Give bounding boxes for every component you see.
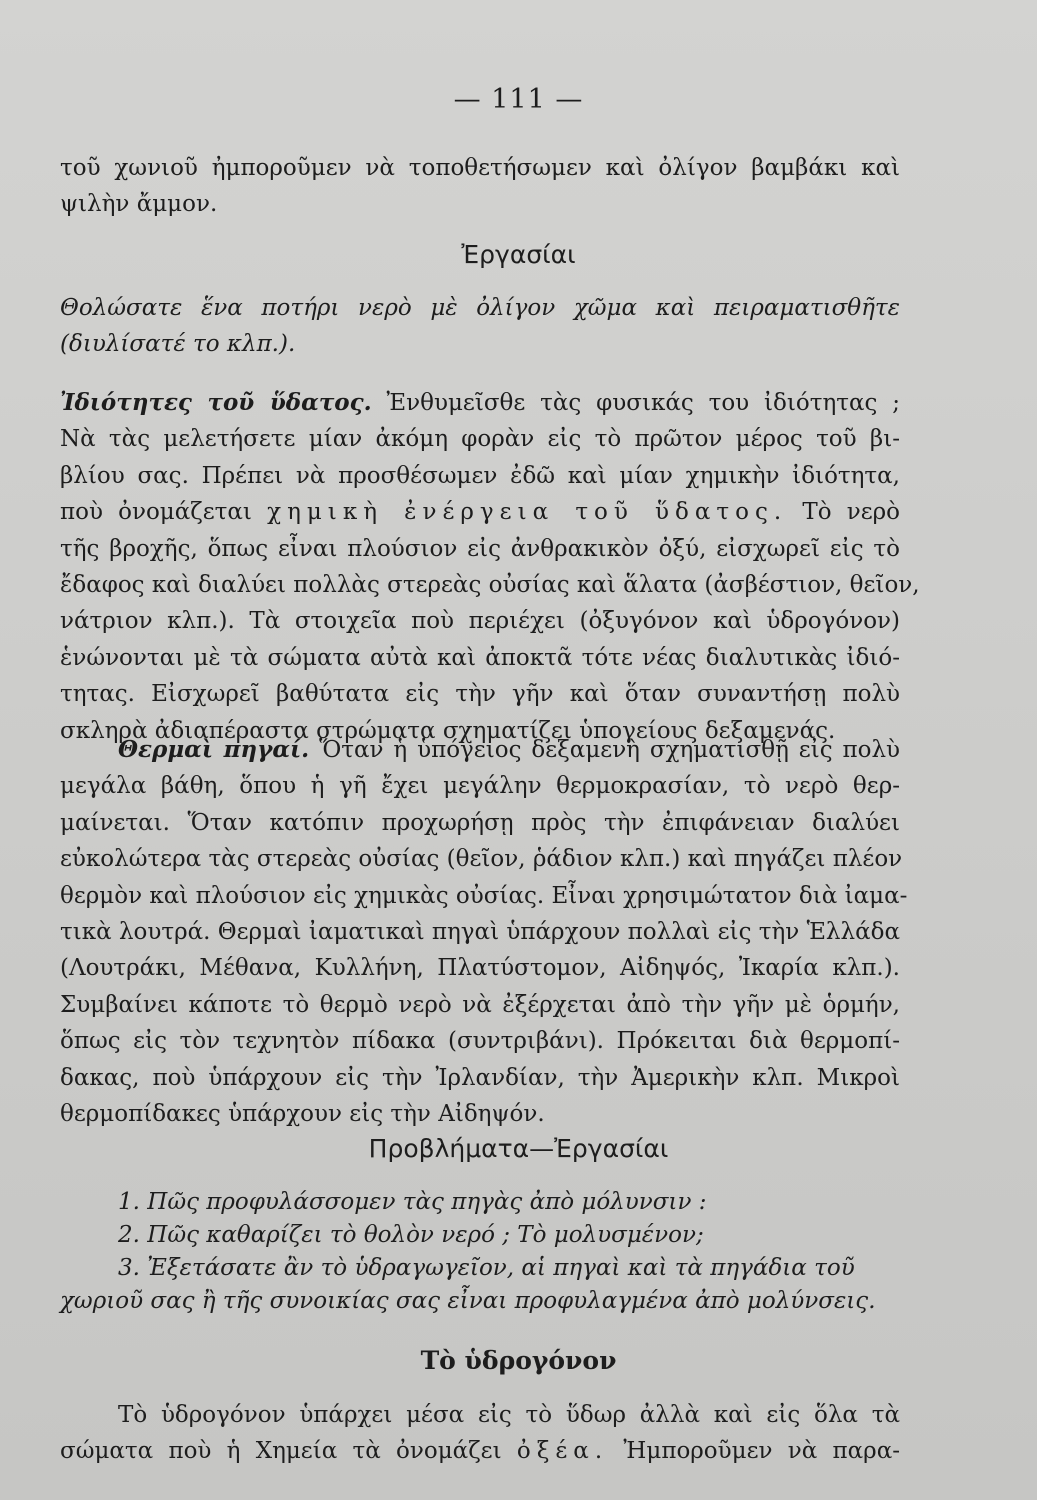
hydrogen-line2-prefix: σώματα ποὺ ἡ Χημεία τὰ ὀνομάζει	[60, 1438, 502, 1465]
text-line	[60, 1397, 900, 1433]
hydrogen-line2-suffix: Ἠμποροῦμεν νὰ παρα-	[623, 1438, 900, 1465]
list-item-continuation: χωριοῦ σας ἢ τῆς συνοικίας σας εἶναι προφυλαγμένα ἀπὸ μολύνσεις.	[60, 1288, 876, 1314]
text-line: ἑνώνονται μὲ τὰ σώματα αὐτὰ καὶ ἀποκτᾶ τότε νέας διαλυτικὰς ἰδιό-	[60, 644, 900, 671]
hydrogen-heading: Τὸ ὑδρογόνον	[420, 1346, 617, 1375]
acids-term: ὀξέα.	[516, 1438, 609, 1465]
thermal-first-line: Ὅταν ἡ ὑπόγειος δεξαμενὴ σχηματισθῇ εἰς πολὺ	[319, 737, 901, 763]
hydrogen-line-1: Τὸ ὑδρογόνον ὑπάρχει μέσα εἰς τὸ ὕδωρ ἀλλὰ καὶ εἰς ὅλα τὰ	[118, 1402, 900, 1428]
thermal-title: Θερμαὶ πηγαί.	[118, 736, 310, 763]
text-line	[60, 732, 900, 768]
spaced-suffix: Τὸ νερὸ	[802, 499, 901, 526]
text-line: τητας. Εἰσχωρεῖ βαθύτατα εἰς τὴν γῆν καὶ ὅταν συναντήσῃ πολὺ	[60, 681, 900, 708]
page-number: — 111 —	[453, 84, 584, 115]
text-line	[60, 1433, 900, 1469]
text-line: μεγάλα βάθη, ὅπου ἡ γῆ ἔχει μεγάλην θερμοκρασίαν, τὸ νερὸ θερ-	[60, 773, 900, 800]
text-line: Θολώσατε ἕνα ποτήρι νερὸ μὲ ὀλίγον χῶμα καὶ πειραματισθῆτε	[60, 295, 900, 321]
properties-first-line: Ἐνθυμεῖσθε τὰς φυσικάς του ἰδιότητας ;	[386, 390, 901, 416]
exercises-paragraph	[60, 290, 900, 363]
text-line: τοῦ χωνιοῦ ἠμποροῦμεν νὰ τοποθετήσωμεν καὶ ὀλίγον βαμβάκι καὶ	[60, 155, 900, 181]
thermal-paragraph	[60, 732, 908, 1132]
chemical-energy-term: χημικὴ ἐνέργεια τοῦ ὕδατος.	[267, 499, 788, 526]
text-line: ψιλὴν ἄμμον.	[60, 191, 218, 218]
text-line: ἔδαφος καὶ διαλύει πολλὰς στερεὰς οὐσίας καὶ ἅλατα (ἀσβέστιον, θεῖον,	[60, 572, 920, 599]
text-line: θερμοπίδακες ὑπάρχουν εἰς τὴν Αἰδηψόν.	[60, 1101, 545, 1128]
list-item: 3. Ἐξετάσατε ἂν τὸ ὑδραγωγεῖον, αἱ πηγαὶ καὶ τὰ πηγάδια τοῦ	[118, 1255, 855, 1281]
text-line: μαίνεται. Ὅταν κατόπιν προχωρήσῃ πρὸς τὴν ἐπιφάνειαν διαλύει	[60, 809, 900, 836]
text-line: Νὰ τὰς μελετήσετε μίαν ἀκόμη φορὰν εἰς τὸ πρῶτον μέρος τοῦ βι-	[60, 426, 900, 453]
intro-paragraph	[60, 150, 900, 223]
text-line: εὐκολώτερα τὰς στερεὰς οὐσίας (θεῖον, ῥάδιον κλπ.) καὶ πηγάζει πλέον	[60, 846, 903, 873]
problems-list	[118, 1186, 908, 1285]
text-line: ὅπως εἰς τὸν τεχνητὸν πίδακα (συντριβάνι). Πρόκειται διὰ θερμοπί-	[60, 1028, 900, 1055]
text-line: νάτριον κλπ.). Τὰ στοιχεῖα ποὺ περιέχει (ὀξυγόνον καὶ ὑδρογόνον)	[60, 608, 900, 635]
list-item: 2. Πῶς καθαρίζει τὸ θολὸν νερό ; Τὸ μολυσμένον;	[118, 1222, 704, 1248]
text-line: δακας, ποὺ ὑπάρχουν εἰς τὴν Ἰρλανδίαν, τὴν Ἀμερικὴν κλπ. Μικροὶ	[60, 1064, 900, 1091]
exercises-heading: Ἐργασίαι	[461, 240, 576, 269]
list-item: 1. Πῶς προφυλάσσομεν τὰς πηγὰς ἀπὸ μόλυνσιν :	[118, 1189, 707, 1215]
properties-paragraph	[60, 385, 920, 749]
text-line: τῆς βροχῆς, ὅπως εἶναι πλούσιον εἰς ἀνθρακικὸν ὀξύ, εἰσχωρεῖ εἰς τὸ	[60, 535, 900, 562]
text-line: θερμὸν καὶ πλούσιον εἰς χημικὰς οὐσίας. Εἶναι χρησιμώτατον διὰ ἰαμα-	[60, 882, 908, 909]
text-line: (διυλίσατέ το κλπ.).	[60, 331, 296, 358]
spaced-prefix: ποὺ ὀνομάζεται	[60, 499, 252, 526]
text-line: Συμβαίνει κάποτε τὸ θερμὸ νερὸ νὰ ἐξέρχεται ἀπὸ τὴν γῆν μὲ ὁρμήν,	[60, 991, 900, 1018]
problems-heading: Προβλήματα—Ἐργασίαι	[368, 1134, 669, 1163]
text-line	[60, 494, 900, 530]
text-line: βλίου σας. Πρέπει νὰ προσθέσωμεν ἐδῶ καὶ μίαν χημικὴν ἰδιότητα,	[60, 462, 900, 489]
text-line: (Λουτράκι, Μέθανα, Κυλλήνη, Πλατύστομον, Αἰδηψός, Ἰκαρία κλπ.).	[60, 955, 900, 982]
text-line: σκληρὰ ἀδιαπέραστα στρώματα σχηματίζει ὑπογείους δεξαμενάς.	[60, 717, 836, 744]
hydrogen-paragraph	[60, 1397, 900, 1470]
text-line: τικὰ λουτρά. Θερμαὶ ἰαματικαὶ πηγαὶ ὑπάρχουν πολλαὶ εἰς τὴν Ἑλλάδα	[60, 919, 900, 946]
text-line	[60, 385, 900, 421]
properties-title: Ἰδιότητες τοῦ ὕδατος.	[60, 389, 372, 416]
